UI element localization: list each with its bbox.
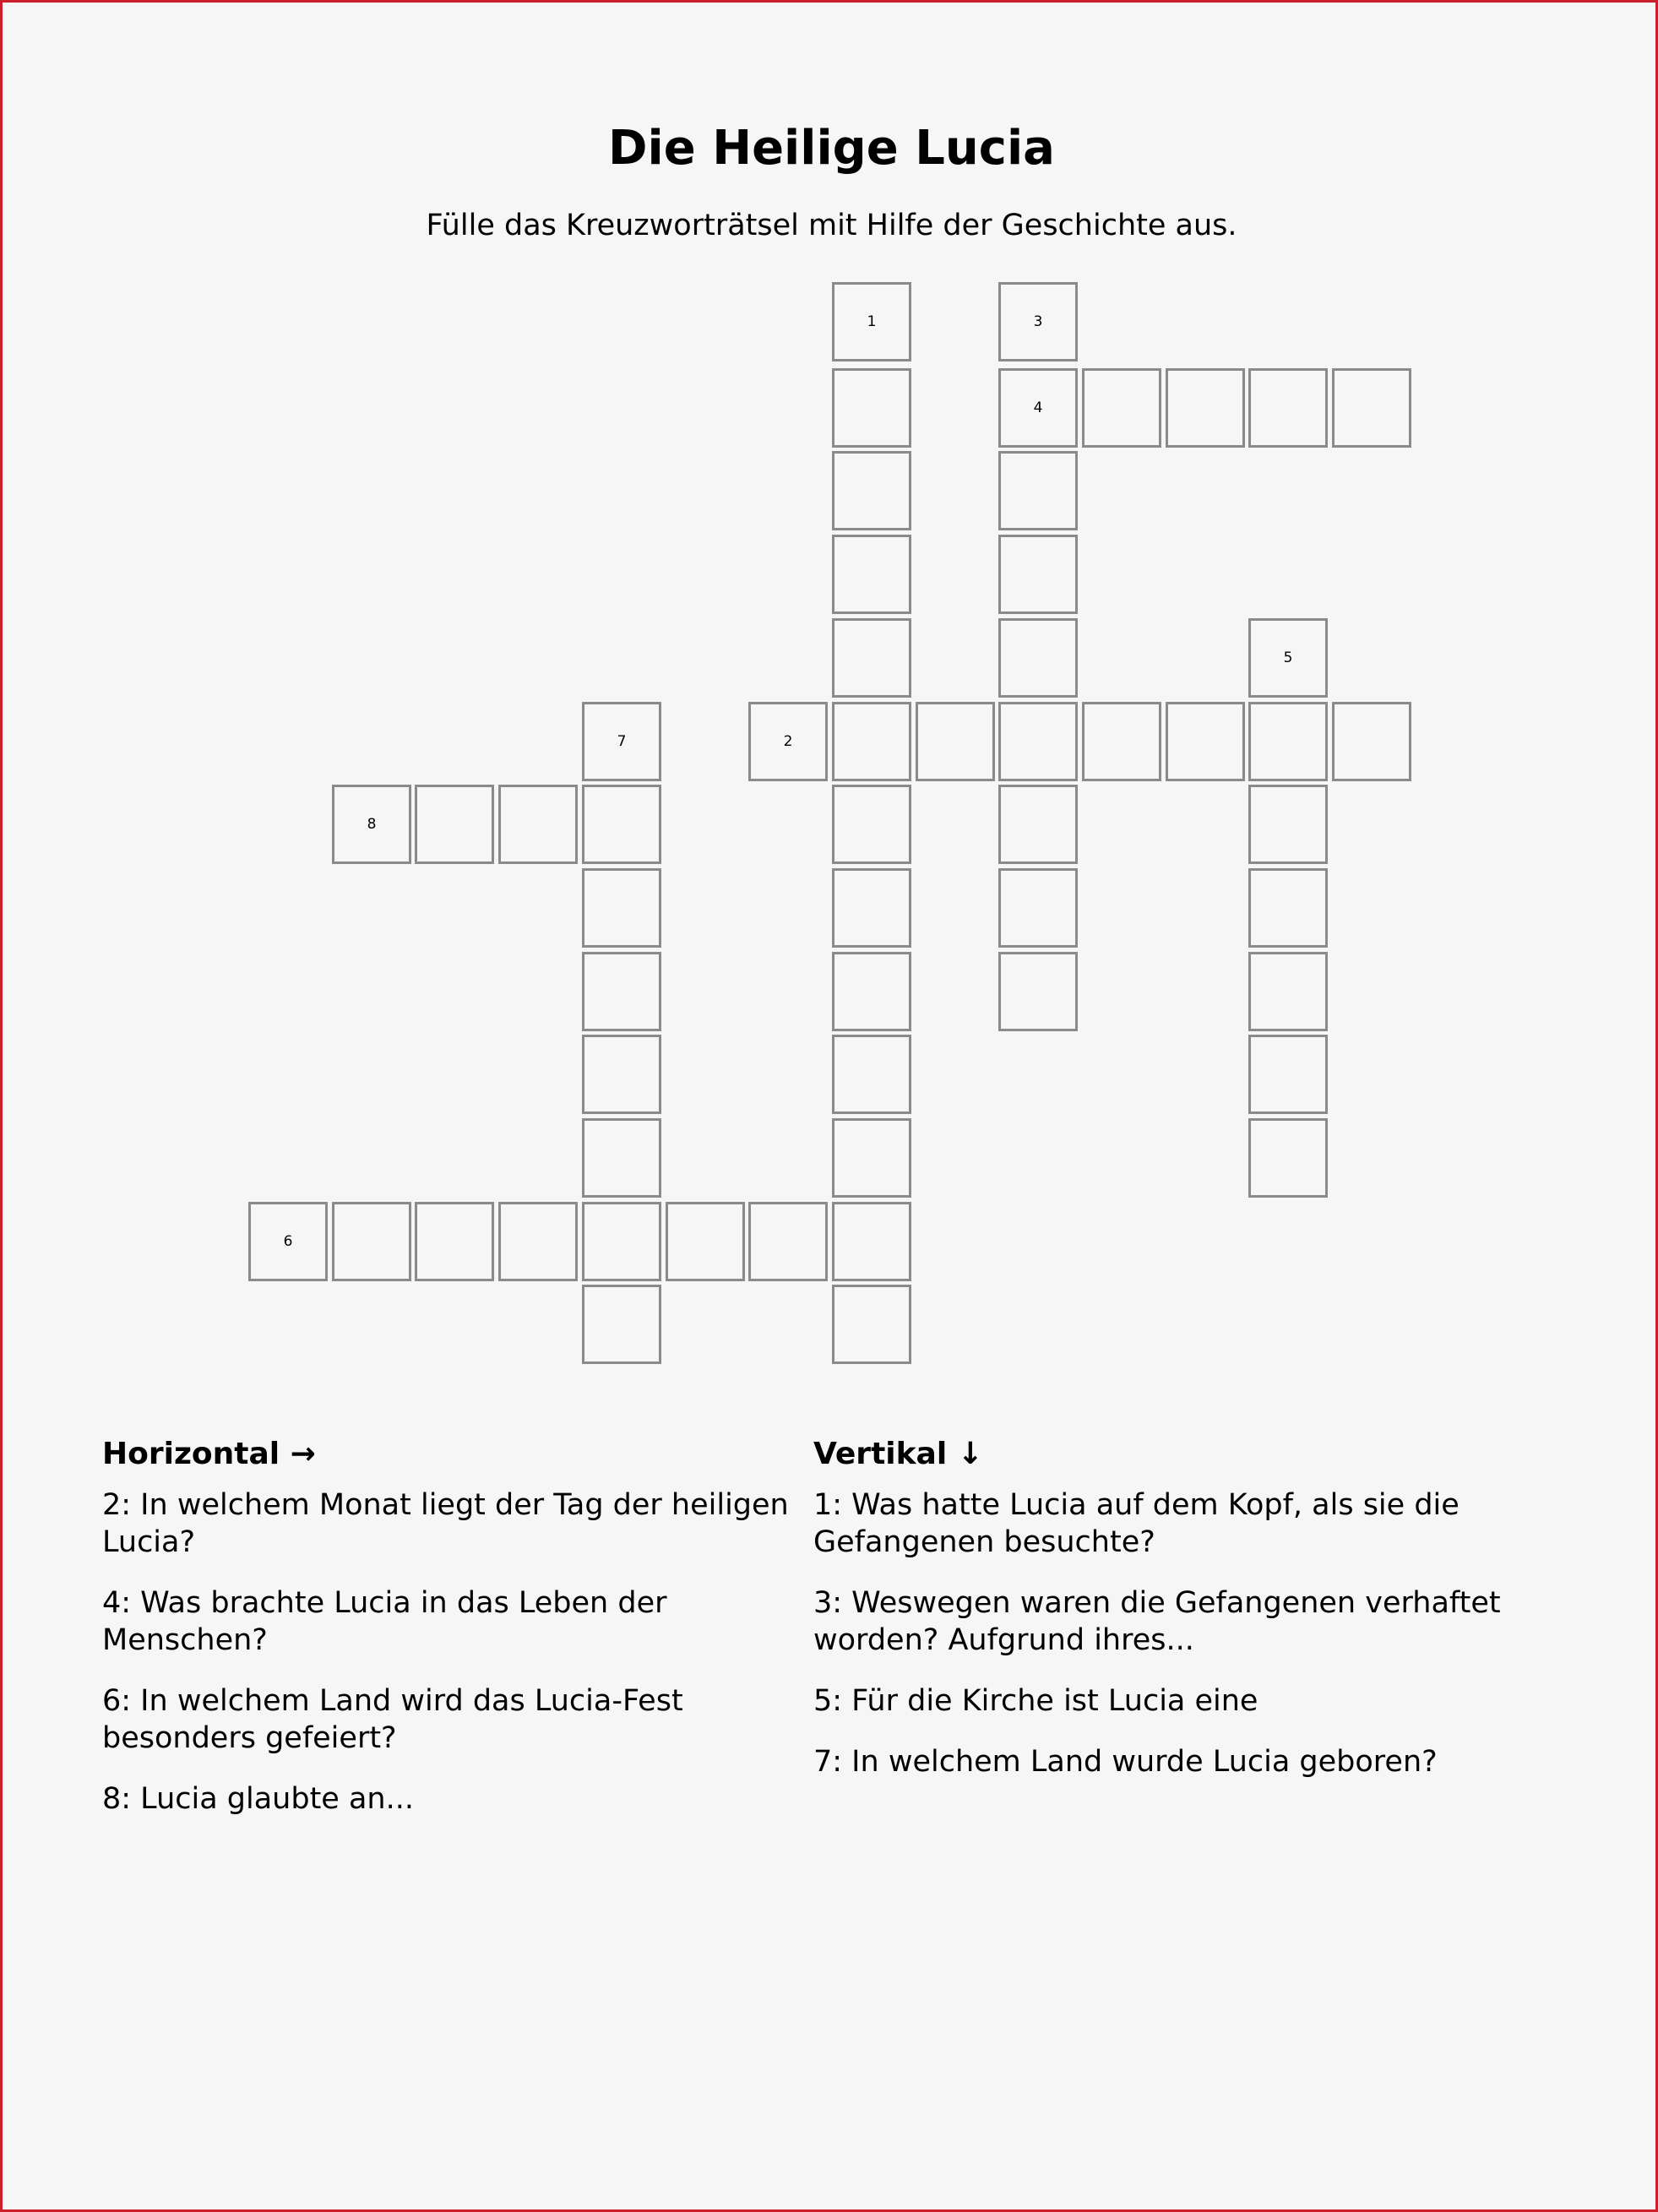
crossword-cell[interactable] [832,1118,911,1198]
crossword-cell[interactable] [582,1202,661,1281]
crossword-cell[interactable] [832,868,911,948]
clue-across-8: 8: Lucia glaubte an... [102,1782,414,1816]
cell-number: 7 [617,733,627,750]
crossword-cell[interactable] [1248,368,1328,448]
crossword-cell[interactable] [1166,702,1245,781]
crossword-cell[interactable] [1166,368,1245,448]
clue-down-1: 1: Was hatte Lucia auf dem Kopf, als sie die Gefangenen besuchte? [813,1488,1460,1559]
crossword-cell[interactable] [916,702,995,781]
crossword-cell[interactable] [1332,368,1411,448]
crossword-cell[interactable] [832,1285,911,1364]
crossword-cell[interactable] [415,785,494,864]
crossword-cell[interactable] [666,1202,745,1281]
crossword-cell[interactable] [832,368,911,448]
crossword-cell[interactable] [582,1118,661,1198]
crossword-cell[interactable] [832,535,911,614]
clue-across-6: 6: In welchem Land wird das Lucia-Fest besonders gefeiert? [102,1684,683,1755]
crossword-cell[interactable] [998,282,1078,361]
cell-number: 3 [1033,313,1043,330]
crossword-cell[interactable] [1248,785,1328,864]
crossword-cell[interactable] [1332,702,1411,781]
clue-down-7: 7: In welchem Land wurde Lucia geboren? [813,1745,1438,1779]
crossword-cell[interactable] [1248,702,1328,781]
crossword-cell[interactable] [832,785,911,864]
crossword-cell[interactable] [832,1035,911,1114]
crossword-cell[interactable] [1248,1118,1328,1198]
crossword-cell[interactable] [832,618,911,698]
crossword-cell[interactable] [582,702,661,781]
crossword-cell[interactable] [832,1202,911,1281]
crossword-cell[interactable] [998,618,1078,698]
crossword-cell[interactable] [582,1285,661,1364]
crossword-cell[interactable] [1082,368,1161,448]
clue-across-2: 2: In welchem Monat liegt der Tag der heiligen Lucia? [102,1488,789,1559]
crossword-cell[interactable] [832,702,911,781]
crossword-cell[interactable] [832,952,911,1031]
crossword-cell[interactable] [998,868,1078,948]
crossword-cell[interactable] [582,785,661,864]
cell-number: 5 [1283,649,1293,666]
crossword-cell[interactable] [582,952,661,1031]
crossword-cell[interactable] [998,702,1078,781]
crossword-cell[interactable] [415,1202,494,1281]
crossword-cell[interactable] [1248,618,1328,698]
cell-number: 4 [1033,399,1043,416]
clues-down [813,1434,1514,1804]
cell-number: 8 [367,816,377,833]
crossword-cell[interactable] [332,785,411,864]
page-subtitle: Fülle das Kreuzworträtsel mit Hilfe der Geschichte aus. [426,209,1237,242]
crossword-cell[interactable] [998,785,1078,864]
cell-number: 2 [783,733,793,750]
cell-number: 1 [867,313,877,330]
crossword-cell[interactable] [248,1202,328,1281]
crossword-cell[interactable] [498,1202,578,1281]
cell-number: 6 [283,1233,293,1250]
clue-down-3: 3: Weswegen waren die Gefangenen verhaftet worden? Aufgrund ihres... [813,1586,1501,1657]
crossword-cell[interactable] [832,282,911,361]
crossword-cell[interactable] [1248,1035,1328,1114]
crossword-cell[interactable] [1248,868,1328,948]
crossword-cell[interactable] [332,1202,411,1281]
down-heading: Vertikal ↓ [813,1437,983,1471]
crossword-cell[interactable] [1082,702,1161,781]
page-title: Die Heilige Lucia [608,121,1055,176]
crossword-cell[interactable] [998,952,1078,1031]
clue-down-5: 5: Für die Kirche ist Lucia eine [813,1684,1258,1718]
crossword-cell[interactable] [748,1202,828,1281]
crossword-cell[interactable] [1248,952,1328,1031]
across-heading: Horizontal → [102,1437,316,1471]
clue-across-4: 4: Was brachte Lucia in das Leben der Menschen? [102,1586,667,1657]
crossword-cell[interactable] [498,785,578,864]
crossword-cell[interactable] [998,451,1078,530]
crossword-cell[interactable] [998,535,1078,614]
clues-across [102,1434,803,1841]
crossword-cell[interactable] [748,702,828,781]
crossword-cell[interactable] [832,451,911,530]
crossword-cell[interactable] [998,368,1078,448]
crossword-cell[interactable] [582,868,661,948]
crossword-grid [3,3,1658,1354]
crossword-cell[interactable] [582,1035,661,1114]
